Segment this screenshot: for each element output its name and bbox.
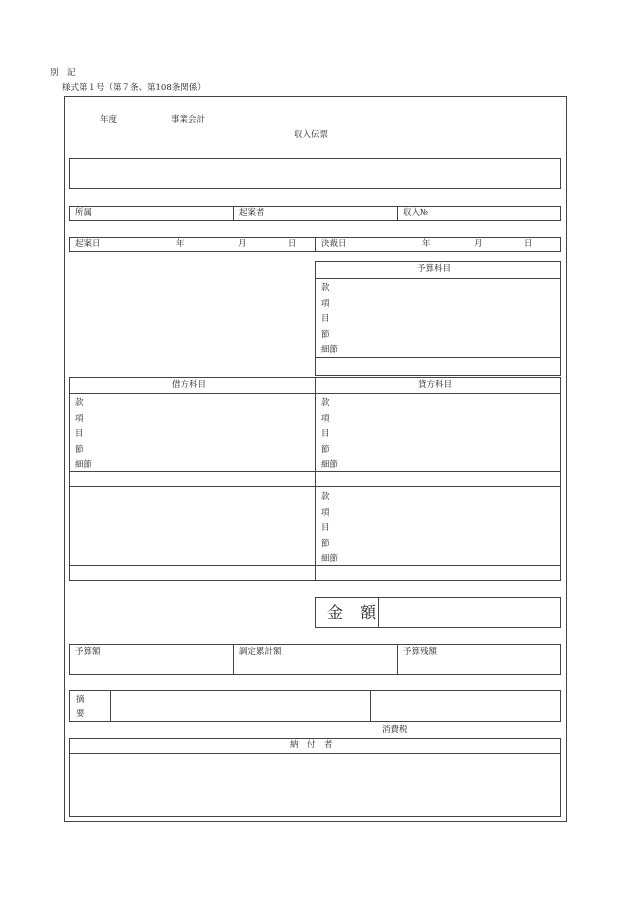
form-number: 様式第１号（第７条、第108条関係） bbox=[62, 83, 206, 93]
payer-field[interactable] bbox=[70, 755, 560, 816]
level-kan: 款 bbox=[321, 398, 330, 408]
draft-year: 年 bbox=[176, 239, 185, 249]
amount-field[interactable] bbox=[379, 598, 560, 627]
decision-year: 年 bbox=[422, 239, 431, 249]
level-saisetsu: 細節 bbox=[75, 460, 93, 471]
divider bbox=[315, 357, 561, 358]
level-kou: 項 bbox=[75, 413, 84, 424]
remaining-budget-label: 予算残額 bbox=[403, 647, 438, 657]
divider bbox=[69, 486, 561, 487]
divider bbox=[69, 753, 561, 754]
credit-levels-2 bbox=[321, 490, 338, 568]
debit-title: 借方科目 bbox=[172, 380, 207, 390]
level-saisetsu: 細節 bbox=[321, 345, 339, 356]
fiscal-year-label: 年度 bbox=[100, 115, 118, 125]
level-moku: 目 bbox=[321, 523, 330, 534]
budget-item-levels bbox=[321, 281, 338, 359]
divider bbox=[315, 237, 316, 252]
debit-levels bbox=[75, 396, 92, 474]
consumption-tax-label: 消費税 bbox=[382, 725, 408, 735]
level-setsu: 節 bbox=[321, 444, 330, 455]
credit-levels bbox=[321, 396, 338, 474]
level-saisetsu: 細節 bbox=[321, 460, 339, 471]
decision-month: 月 bbox=[474, 239, 483, 249]
receipt-no-label: 収入№ bbox=[403, 208, 429, 218]
divider bbox=[233, 206, 234, 221]
level-setsu: 節 bbox=[321, 538, 330, 549]
cumulative-amount-label: 調定累計額 bbox=[239, 647, 282, 657]
summary-label-bottom: 要 bbox=[76, 709, 85, 719]
divider bbox=[315, 278, 561, 279]
divider bbox=[397, 206, 398, 221]
divider bbox=[69, 565, 561, 566]
payer-label: 納 付 者 bbox=[290, 740, 333, 750]
divider bbox=[315, 377, 316, 581]
level-kan: 款 bbox=[321, 283, 330, 293]
annex-note: 別 記 bbox=[50, 68, 76, 78]
consumption-tax-field[interactable] bbox=[371, 691, 560, 721]
drafter-label: 起案者 bbox=[239, 208, 265, 218]
summary-field[interactable] bbox=[111, 691, 369, 721]
form-title: 収入伝票 bbox=[294, 130, 329, 140]
level-moku: 目 bbox=[75, 429, 84, 440]
level-setsu: 節 bbox=[321, 329, 330, 340]
level-kou: 項 bbox=[321, 413, 330, 424]
draft-date-label: 起案日 bbox=[75, 239, 101, 249]
decision-day: 日 bbox=[524, 239, 533, 249]
credit-title: 貸方科目 bbox=[418, 380, 453, 390]
project-label: 事業会計 bbox=[171, 115, 206, 125]
decision-date-label: 決裁日 bbox=[321, 239, 347, 249]
level-moku: 目 bbox=[321, 429, 330, 440]
level-kou: 項 bbox=[321, 507, 330, 518]
level-setsu: 節 bbox=[75, 444, 84, 455]
level-moku: 目 bbox=[321, 314, 330, 325]
divider bbox=[233, 644, 234, 675]
level-kan: 款 bbox=[321, 492, 330, 502]
budget-amount-row bbox=[69, 644, 561, 675]
level-kou: 項 bbox=[321, 298, 330, 309]
divider bbox=[397, 644, 398, 675]
blank-entry-box[interactable] bbox=[69, 158, 561, 189]
dept-row bbox=[69, 206, 561, 221]
draft-day: 日 bbox=[288, 239, 297, 249]
draft-month: 月 bbox=[238, 239, 247, 249]
budget-item-title: 予算科目 bbox=[417, 264, 452, 274]
amount-label: 金 額 bbox=[327, 603, 383, 622]
budget-amount-label: 予算額 bbox=[75, 647, 101, 657]
level-saisetsu: 細節 bbox=[321, 554, 339, 565]
summary-label-top: 摘 bbox=[76, 695, 85, 705]
level-kan: 款 bbox=[75, 398, 84, 408]
divider bbox=[69, 393, 561, 394]
divider bbox=[69, 471, 561, 472]
dept-label: 所属 bbox=[75, 208, 93, 218]
